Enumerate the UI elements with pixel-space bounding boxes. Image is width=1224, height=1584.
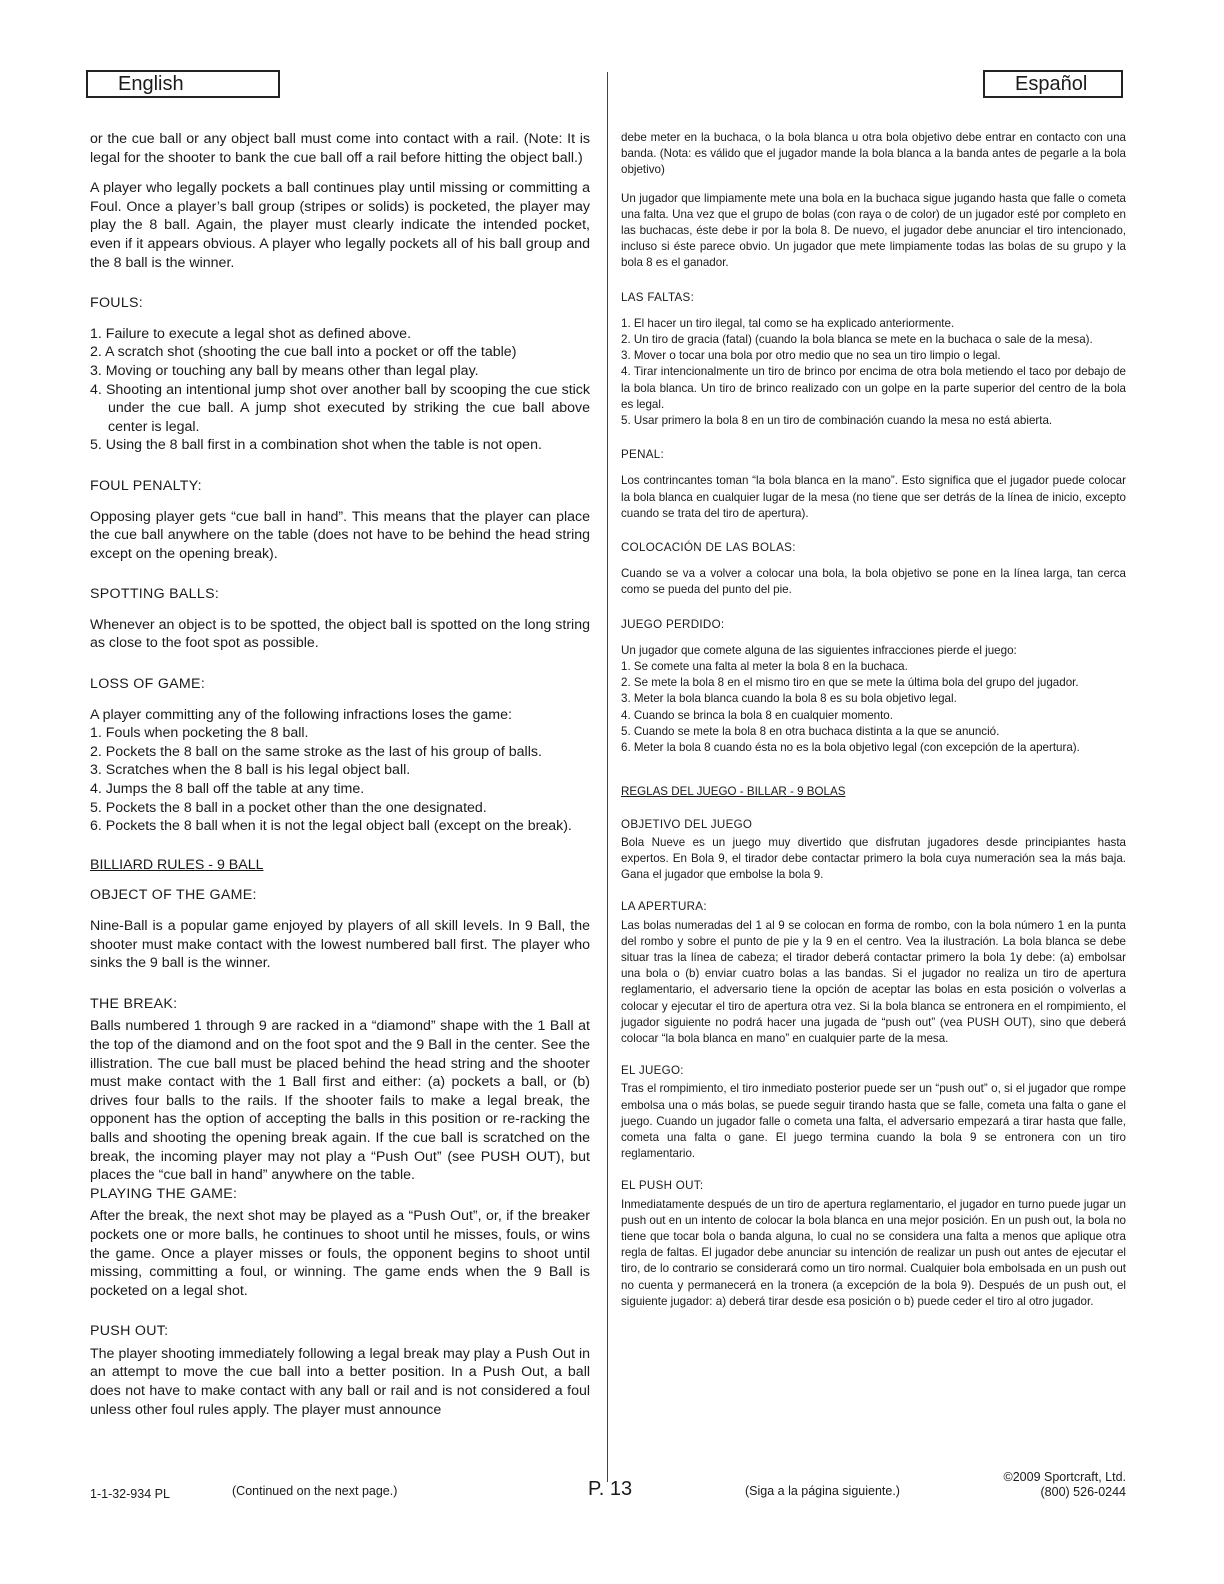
es-spotting-paragraph: Cuando se va a volver a colocar una bola, la bola objetivo se pone en la línea larga, tan cerca como se pueda del punto del pie.	[621, 567, 1126, 597]
en-foul-penalty-paragraph: Opposing player gets “cue ball in hand”. This means that the player can place the cue ball anywhere on the table (does not have to be behind the head string except on the opening break).	[90, 508, 590, 562]
list-item: 3. Moving or touching any ball by means other than legal play.	[90, 362, 479, 379]
en-spotting-paragraph: Whenever an object is to be spotted, the object ball is spotted on the long string as close to the foot spot as possible.	[90, 616, 590, 652]
footer-continued-en: (Continued on the next page.)	[232, 1484, 398, 1498]
list-item: 5. Usar primero la bola 8 en un tiro de combinación cuando la mesa no está abierta.	[621, 414, 1053, 428]
english-column	[90, 130, 590, 1431]
es-penalty-heading: PENAL:	[621, 448, 665, 462]
list-item: 5. Cuando se mete la bola 8 en otra buchaca distinta a la que se anunció.	[621, 724, 1000, 738]
footer-continued-es: (Siga a la página siguiente.)	[745, 1484, 900, 1498]
page-number: P. 13	[588, 1478, 633, 1500]
list-item: 2. Un tiro de gracia (fatal) (cuando la bola blanca se mete en la buchaca o sale de la mesa).	[621, 333, 1093, 347]
list-item: 2. Se mete la bola 8 en el mismo tiro en que se mete la última bola del grupo del jugador.	[621, 676, 1079, 690]
es-object-heading: OBJETIVO DEL JUEGO	[621, 817, 753, 831]
list-intro: A player committing any of the following infractions loses the game:	[90, 706, 512, 723]
footer-copyright: ©2009 Sportcraft, Ltd.	[1003, 1470, 1126, 1484]
spanish-label: Español	[983, 70, 1123, 98]
es-loss-heading: JUEGO PERDIDO:	[621, 617, 725, 631]
list-item: 4. Cuando se brinca la bola 8 en cualquier momento.	[621, 708, 893, 722]
english-label: English	[86, 70, 280, 98]
en-fouls-heading: FOULS:	[90, 295, 144, 312]
en-object-heading: OBJECT OF THE GAME:	[90, 887, 257, 904]
list-item: 6. Meter la bola 8 cuando ésta no es la bola objetivo legal (con excepción de la apertura).	[621, 741, 1080, 755]
es-9ball-section-title: REGLAS DEL JUEGO - BILLAR - 9 BOLAS	[621, 785, 846, 799]
list-item: 4. Shooting an intentional jump shot over another ball by scooping the cue stick under the cue ball. A jump shot executed by striking the cue ball above center is legal.	[90, 381, 590, 435]
es-playing-paragraph: Tras el rompimiento, el tiro inmediato posterior puede ser un “push out” o, si el jugador que rompe embolsa una o más bolas, se puede seguir tirando hasta que se falle, cometa una falta o gane el juego. Cuando un jugador falle o cometa una falta, el adversario empezará a tirar hasta que falle, cometa una falta o gane. El juego termina cuando la bola 9 se entronera con un tiro reglamentario.	[621, 1082, 1126, 1161]
list-item: 3. Scratches when the 8 ball is his legal object ball.	[90, 762, 411, 779]
footer-code: 1-1-32-934 PL	[90, 1487, 170, 1501]
list-item: 1. Se comete una falta al meter la bola 8 en la buchaca.	[621, 660, 908, 674]
list-item: 4. Jumps the 8 ball off the table at any time.	[90, 781, 365, 798]
en-fouls-list	[90, 325, 590, 455]
en-loss-list	[90, 706, 590, 836]
en-spotting-heading: SPOTTING BALLS:	[90, 586, 220, 603]
list-item: 6. Pockets the 8 ball when it is not the legal object ball (except on the break).	[90, 818, 572, 835]
es-playing-heading: EL JUEGO:	[621, 1064, 684, 1078]
list-intro: Un jugador que comete alguna de las siguientes infracciones pierde el juego:	[621, 643, 1017, 657]
en-foul-penalty-heading: FOUL PENALTY:	[90, 477, 202, 494]
es-loss-list	[621, 643, 1126, 756]
list-item: 3. Meter la bola blanca cuando la bola 8 es su bola objetivo legal.	[621, 692, 957, 706]
list-item: 2. A scratch shot (shooting the cue ball into a pocket or off the table)	[90, 344, 517, 361]
list-item: 5. Pockets the 8 ball in a pocket other than the one designated.	[90, 799, 487, 816]
footer-phone: (800) 526-0244	[1040, 1485, 1126, 1499]
es-push-heading: EL PUSH OUT:	[621, 1179, 704, 1193]
list-item: 1. Failure to execute a legal shot as defined above.	[90, 325, 412, 342]
list-item: 1. El hacer un tiro ilegal, tal como se ha explicado anteriormente.	[621, 316, 955, 330]
list-item: 4. Tirar intencionalmente un tiro de brinco por encima de otra bola metiendo el taco por debajo de la bola blanca. Un tiro de brinco realizado con un golpe en la parte superior del centro de la bola es legal.	[621, 365, 1126, 411]
en-legal-pocket-paragraph: A player who legally pockets a ball continues play until missing or committing a Foul. Once a player’s ball group (stripes or solids) is pocketed, the player may play the 8 ball. Again, the player must clearly indicate the intended pocket, even if it appears obvious. A player who legally pockets all of his ball group and the 8 ball is the winner.	[90, 180, 590, 271]
en-push-paragraph: The player shooting immediately following a legal break may play a Push Out in an attempt to move the cue ball into a better position. In a Push Out, a ball does not have to make contact with any ball or rail and is not considered a foul unless other foul rules apply. The player must announce	[90, 1345, 590, 1418]
list-item: 2. Pockets the 8 ball on the same stroke as the last of his group of balls.	[90, 743, 542, 760]
en-intro-paragraph: or the cue ball or any object ball must come into contact with a rail. (Note: It is legal for the shooter to bank the cue ball off a rail before hitting the object ball.)	[90, 131, 590, 166]
en-break-paragraph: Balls numbered 1 through 9 are racked in a “diamond” shape with the 1 Ball at the top of the diamond and on the foot spot and the 9 Ball in the center. See the illistration. The cue ball must be placed behind the head string and the shooter must make contact with the 1 Ball first and either: (a) pockets a ball, or (b) drives four balls to the rails. If the shooter fails to make a legal break, the opponent has the option of accepting the balls in this position or re-racking the balls and shooting the opening break again. If the cue ball is scratched on the break, the incoming player may not play a “Push Out” (see PUSH OUT), but places the “cue ball in hand” anywhere on the table.	[90, 1018, 590, 1184]
es-penalty-paragraph: Los contrincantes toman “la bola blanca en la mano”. Esto significa que el jugador puede colocar la bola blanca en cualquier lugar de la mesa (no tiene que ser detrás de la línea de inicio, excepto cuando se trata del tiro de apertura).	[621, 474, 1126, 520]
es-push-paragraph: Inmediatamente después de un tiro de apertura reglamentario, el jugador en turno puede jugar un push out en un intento de colocar la bola blanca en una mejor posición. En un push out, la bola no tiene que tocar bola o banda alguna, lo cual no se considera una falta a menos que aplique otra regla de faltas. El jugador debe anunciar su intención de realizar un push out antes de ejecutar el tiro, de lo contrario se considerará como un tiro normal. Cualquier bola embolsada en un push out no cuenta y permanecerá en la tronera (a excepción de la bola 9). Después de un push out, el siguiente jugador: a) deberá tirar desde esa posición o b) puede ceder el tiro al otro jugador.	[621, 1197, 1126, 1308]
es-break-heading: LA APERTURA:	[621, 900, 707, 914]
es-intro-paragraph: debe meter en la buchaca, o la bola blanca u otra bola objetivo debe entrar en contacto con una banda. (Nota: es válido que el jugador mande la bola blanca a la banda antes de pegarle a la bola objetivo)	[621, 131, 1126, 177]
es-legal-pocket-paragraph: Un jugador que limpiamente mete una bola en la buchaca sigue jugando hasta que falle o cometa una falta. Una vez que el grupo de bolas (con raya o de color) de un jugador esté por completo en las buchacas, éste debe ir por la bola 8. De nuevo, el jugador debe anunciar el tiro intencionado, incluso si éste parece obvio. Un jugador que mete limpiamente todas las bolas de su grupo y la bola 8 es el ganador.	[621, 191, 1126, 270]
es-fouls-list	[621, 316, 1126, 429]
list-item: 3. Mover o tocar una bola por otro medio que no sea un tiro limpio o legal.	[621, 349, 1001, 363]
es-fouls-heading: LAS FALTAS:	[621, 290, 695, 304]
en-9ball-section-title: BILLIARD RULES - 9 BALL	[90, 856, 264, 873]
en-loss-heading: LOSS OF GAME:	[90, 676, 206, 693]
es-object-paragraph: Bola Nueve es un juego muy divertido que disfrutan jugadores desde principiantes hasta expertos. En Bola 9, el tirador debe contactar primero la bola cuya numeración sea la más baja. Gana el jugador que embolse la bola 9.	[621, 835, 1126, 882]
list-item: 1. Fouls when pocketing the 8 ball.	[90, 725, 309, 742]
en-playing-heading: PLAYING THE GAME:	[90, 1185, 238, 1202]
spanish-column	[621, 130, 1126, 1318]
es-spotting-heading: COLOCACIÓN DE LAS BOLAS:	[621, 541, 796, 555]
es-break-paragraph: Las bolas numeradas del 1 al 9 se colocan en forma de rombo, con la bola número 1 en la punta del rombo y sobre el punto de pie y la 9 en el centro. Vea la ilustración. La bola blanca se debe situar tras la línea de cabeza; el tirador deberá contactar primero la bola 1y debe: (a) embolsar una bola o (b) enviar cuatro bolas a las bandas. Si el jugador no realiza un tiro de apertura reglamentario, el adversario tiene la opción de aceptar las bolas en esta posición o volverlas a colocar y ejecutar el tiro de apertura otra vez. Si la bola blanca se entronera en el rompimiento, el jugador siguiente no podrá hacer una jugada de “push out” (vea PUSH OUT), sino que deberá colocar “la bola blanca en mano” en cualquier parte de la mesa.	[621, 918, 1126, 1045]
list-item: 5. Using the 8 ball first in a combination shot when the table is not open.	[90, 437, 542, 454]
column-divider	[607, 72, 608, 1482]
en-playing-paragraph: After the break, the next shot may be played as a “Push Out”, or, if the breaker pockets one or more balls, he continues to shoot until he misses, fouls, or wins the game. Once a player misses or fouls, the opponent begins to shoot until missing, committing a foul, or winning. The game ends when the 9 Ball is pocketed on a legal shot.	[90, 1208, 590, 1299]
en-break-heading: THE BREAK:	[90, 995, 178, 1012]
en-object-paragraph: Nine-Ball is a popular game enjoyed by players of all skill levels. In 9 Ball, the shooter must make contact with the lowest numbered ball first. The player who sinks the 9 ball is the winner.	[90, 918, 590, 972]
en-push-heading: PUSH OUT:	[90, 1323, 169, 1340]
